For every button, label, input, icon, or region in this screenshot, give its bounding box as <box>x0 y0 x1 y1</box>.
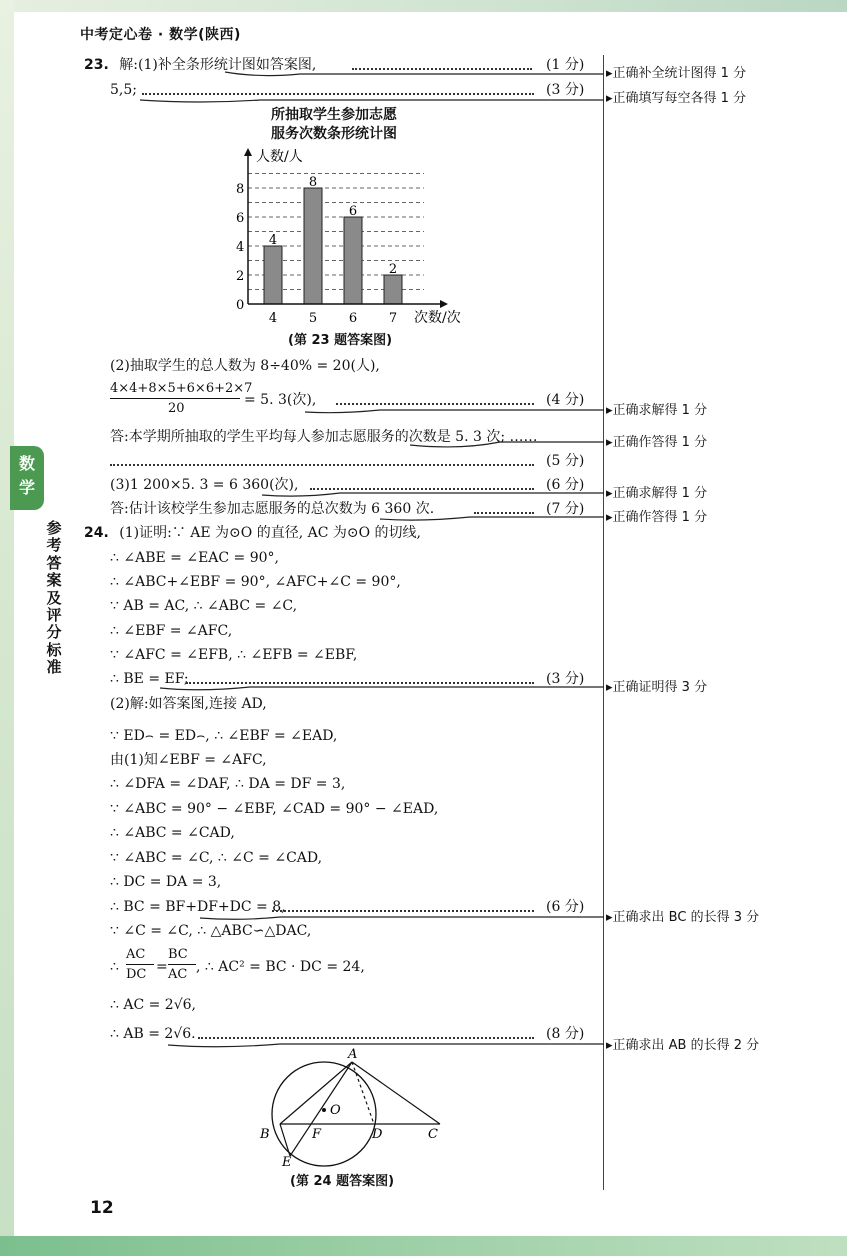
dot-leader <box>310 488 534 490</box>
frac-tail: , ∴ AC² = BC · DC = 24, <box>196 959 365 975</box>
dot-leader <box>272 910 534 912</box>
q24-note-6-text: 正确求出 BC 的长得 3 分 <box>612 910 760 925</box>
segment-ac <box>352 1062 440 1124</box>
q24-line-0-text: (1)证明:∵ AE 为⊙O 的直径, AC 为⊙O 的切线, <box>119 525 421 541</box>
y-tick-label: 0 <box>236 298 245 313</box>
dot-leader <box>198 1037 534 1039</box>
frac1-num: AC <box>126 947 146 962</box>
chart-title <box>224 106 444 144</box>
frac2-num: BC <box>168 947 188 962</box>
label-a: A <box>348 1047 358 1062</box>
q23-note-5-text: 正确作答得 1 分 <box>612 435 708 450</box>
y-tick-label: 4 <box>236 240 245 255</box>
q23-line1-text: 解:(1)补全条形统计图如答案图, <box>119 57 317 73</box>
fraction-bar <box>110 398 240 399</box>
q24-line-5: ∵ ∠AFC = ∠EFB, ∴ ∠EFB = ∠EBF, <box>110 647 358 663</box>
q23-note-2: ▸正确填写每空各得 1 分 <box>606 91 747 106</box>
q24-note-3-text: 正确证明得 3 分 <box>612 680 708 695</box>
frac1-den: DC <box>126 967 147 982</box>
page-header-title: 中考定心卷 · 数学(陕西) <box>80 27 241 43</box>
q24-line-19: ∴ AB = 2√6. <box>110 1026 196 1042</box>
fraction-numerator: 4×4+8×5+6×6+2×7 <box>110 381 253 396</box>
geometry-diagram <box>250 1046 460 1170</box>
x-tick-label: 6 <box>348 311 358 326</box>
q23-note-4: ▸正确求解得 1 分 <box>606 403 708 418</box>
q24-line-13: ∵ ∠ABC = ∠C, ∴ ∠C = ∠CAD, <box>110 850 323 866</box>
q24-line-18: ∴ AC = 2√6, <box>110 997 196 1013</box>
subject-tab-label: 数学 <box>18 454 35 497</box>
q24-note-6: ▸正确求出 BC 的长得 3 分 <box>606 910 760 925</box>
x-axis-label: 次数/次 <box>414 310 461 326</box>
q23-figure-caption: (第 23 题答案图) <box>288 333 393 348</box>
bar-6 <box>344 217 362 304</box>
q24-line-8: ∵ ED⌢ = ED⌢, ∴ ∠EBF = ∠EAD, <box>110 728 338 744</box>
q24-score-3: (3 分) <box>546 671 585 687</box>
q23-answer2: 答:本学期所抽取的学生平均每人参加志愿服务的次数是 5. 3 次; …… <box>110 429 538 445</box>
page-number: 12 <box>90 1198 114 1218</box>
q23-score-4: (4 分) <box>546 392 585 408</box>
q23-note-2-text: 正确填写每空各得 1 分 <box>612 91 747 106</box>
bar-7 <box>384 275 402 304</box>
q23-score-1: (1 分) <box>546 57 585 73</box>
q23-score-6: (6 分) <box>546 477 585 493</box>
bar-value-label: 2 <box>388 262 398 277</box>
q23-note-1-text: 正确补全统计图得 1 分 <box>612 66 747 81</box>
q24-line-15: ∴ BC = BF+DF+DC = 8, <box>110 899 286 915</box>
chart-title-line1: 所抽取学生参加志愿 <box>271 107 397 123</box>
bar-4 <box>264 246 282 304</box>
chart-title-line2: 服务次数条形统计图 <box>271 126 397 142</box>
q24-line-1: ∴ ∠ABE = ∠EAC = 90°, <box>110 550 280 566</box>
dot-leader <box>336 403 534 405</box>
q24-note-8: ▸正确求出 AB 的长得 2 分 <box>606 1038 760 1053</box>
segment-ad <box>352 1062 374 1124</box>
q24-score-8: (8 分) <box>546 1026 585 1042</box>
bar-value-label: 8 <box>308 175 318 190</box>
dot-leader <box>186 682 534 684</box>
q24-number: 24. <box>84 525 109 541</box>
q23-note-7-text: 正确作答得 1 分 <box>612 510 708 525</box>
q23-score-2: (3 分) <box>546 82 585 98</box>
q23-note-7: ▸正确作答得 1 分 <box>606 510 708 525</box>
q24-note-8-text: 正确求出 AB 的长得 2 分 <box>612 1038 760 1053</box>
q24-line-11: ∵ ∠ABC = 90° − ∠EBF, ∠CAD = 90° − ∠EAD, <box>110 801 439 817</box>
dot-leader <box>110 464 534 466</box>
bar-5 <box>304 188 322 304</box>
q24-line-4: ∴ ∠EBF = ∠AFC, <box>110 623 233 639</box>
y-axis-arrow <box>244 148 252 156</box>
q23-note-5: ▸正确作答得 1 分 <box>606 435 708 450</box>
label-d: D <box>372 1127 383 1142</box>
q24-line-14: ∴ DC = DA = 3, <box>110 874 222 890</box>
bar-chart <box>228 146 488 336</box>
x-tick-label: 7 <box>388 311 398 326</box>
bar-value-label: 6 <box>348 204 358 219</box>
dot-leader <box>474 512 534 514</box>
frac1-bar <box>126 964 154 965</box>
center-o <box>322 1108 326 1112</box>
label-o: O <box>330 1103 341 1118</box>
section-vertical-label: 参考答案及评分标准 <box>46 519 62 677</box>
q23-part3: (3)1 200×5. 3 = 6 360(次), <box>110 477 299 493</box>
q24-score-6: (6 分) <box>546 899 585 915</box>
label-c: C <box>428 1127 438 1142</box>
q24-line-9: 由(1)知∠EBF = ∠AFC, <box>110 752 267 768</box>
q23-score-5: (5 分) <box>546 453 585 469</box>
segment-ab <box>280 1062 352 1124</box>
x-axis-arrow <box>440 300 448 308</box>
q23-line2: 5,5; <box>110 82 137 98</box>
q24-line-6: ∴ BE = EF; <box>110 671 189 687</box>
q24-line-16: ∵ ∠C = ∠C, ∴ △ABC∽△DAC, <box>110 923 312 939</box>
y-tick-label: 8 <box>236 182 245 197</box>
fraction-result: = 5. 3(次), <box>244 392 317 408</box>
circle-o <box>272 1062 376 1166</box>
q23-note-4-text: 正确求解得 1 分 <box>612 403 708 418</box>
label-f: F <box>312 1127 322 1142</box>
label-e: E <box>282 1155 292 1170</box>
q23-answer3: 答:估计该校学生参加志愿服务的总次数为 6 360 次. <box>110 501 435 517</box>
q24-note-3: ▸正确证明得 3 分 <box>606 680 708 695</box>
q24-line-12: ∴ ∠ABC = ∠CAD, <box>110 825 235 841</box>
y-tick-label: 6 <box>236 211 245 226</box>
fraction-denominator: 20 <box>168 401 185 416</box>
bar-value-label: 4 <box>268 233 278 248</box>
y-tick-label: 2 <box>236 269 245 284</box>
q23-note-6: ▸正确求解得 1 分 <box>606 486 708 501</box>
segment-be <box>280 1124 290 1156</box>
q23-score-7: (7 分) <box>546 501 585 517</box>
q24-line-3: ∵ AB = AC, ∴ ∠ABC = ∠C, <box>110 598 298 614</box>
q24-line-2: ∴ ∠ABC+∠EBF = 90°, ∠AFC+∠C = 90°, <box>110 574 401 590</box>
x-tick-label: 4 <box>268 311 278 326</box>
label-b: B <box>260 1127 270 1142</box>
frac2-den: AC <box>168 967 188 982</box>
q23-note-1: ▸正确补全统计图得 1 分 <box>606 66 747 81</box>
frac2-bar <box>168 964 196 965</box>
q23-note-6-text: 正确求解得 1 分 <box>612 486 708 501</box>
x-tick-label: 5 <box>308 311 318 326</box>
y-axis-label: 人数/人 <box>256 149 303 165</box>
q23-part2-line: (2)抽取学生的总人数为 8÷40% = 20(人), <box>110 358 380 374</box>
q24-figure-caption: (第 24 题答案图) <box>290 1174 395 1189</box>
q24-line-0 <box>84 524 421 542</box>
q24-line-7: (2)解:如答案图,连接 AD, <box>110 696 267 712</box>
q24-line-10: ∴ ∠DFA = ∠DAF, ∴ DA = DF = 3, <box>110 776 346 792</box>
q23-number: 23. <box>84 57 109 73</box>
